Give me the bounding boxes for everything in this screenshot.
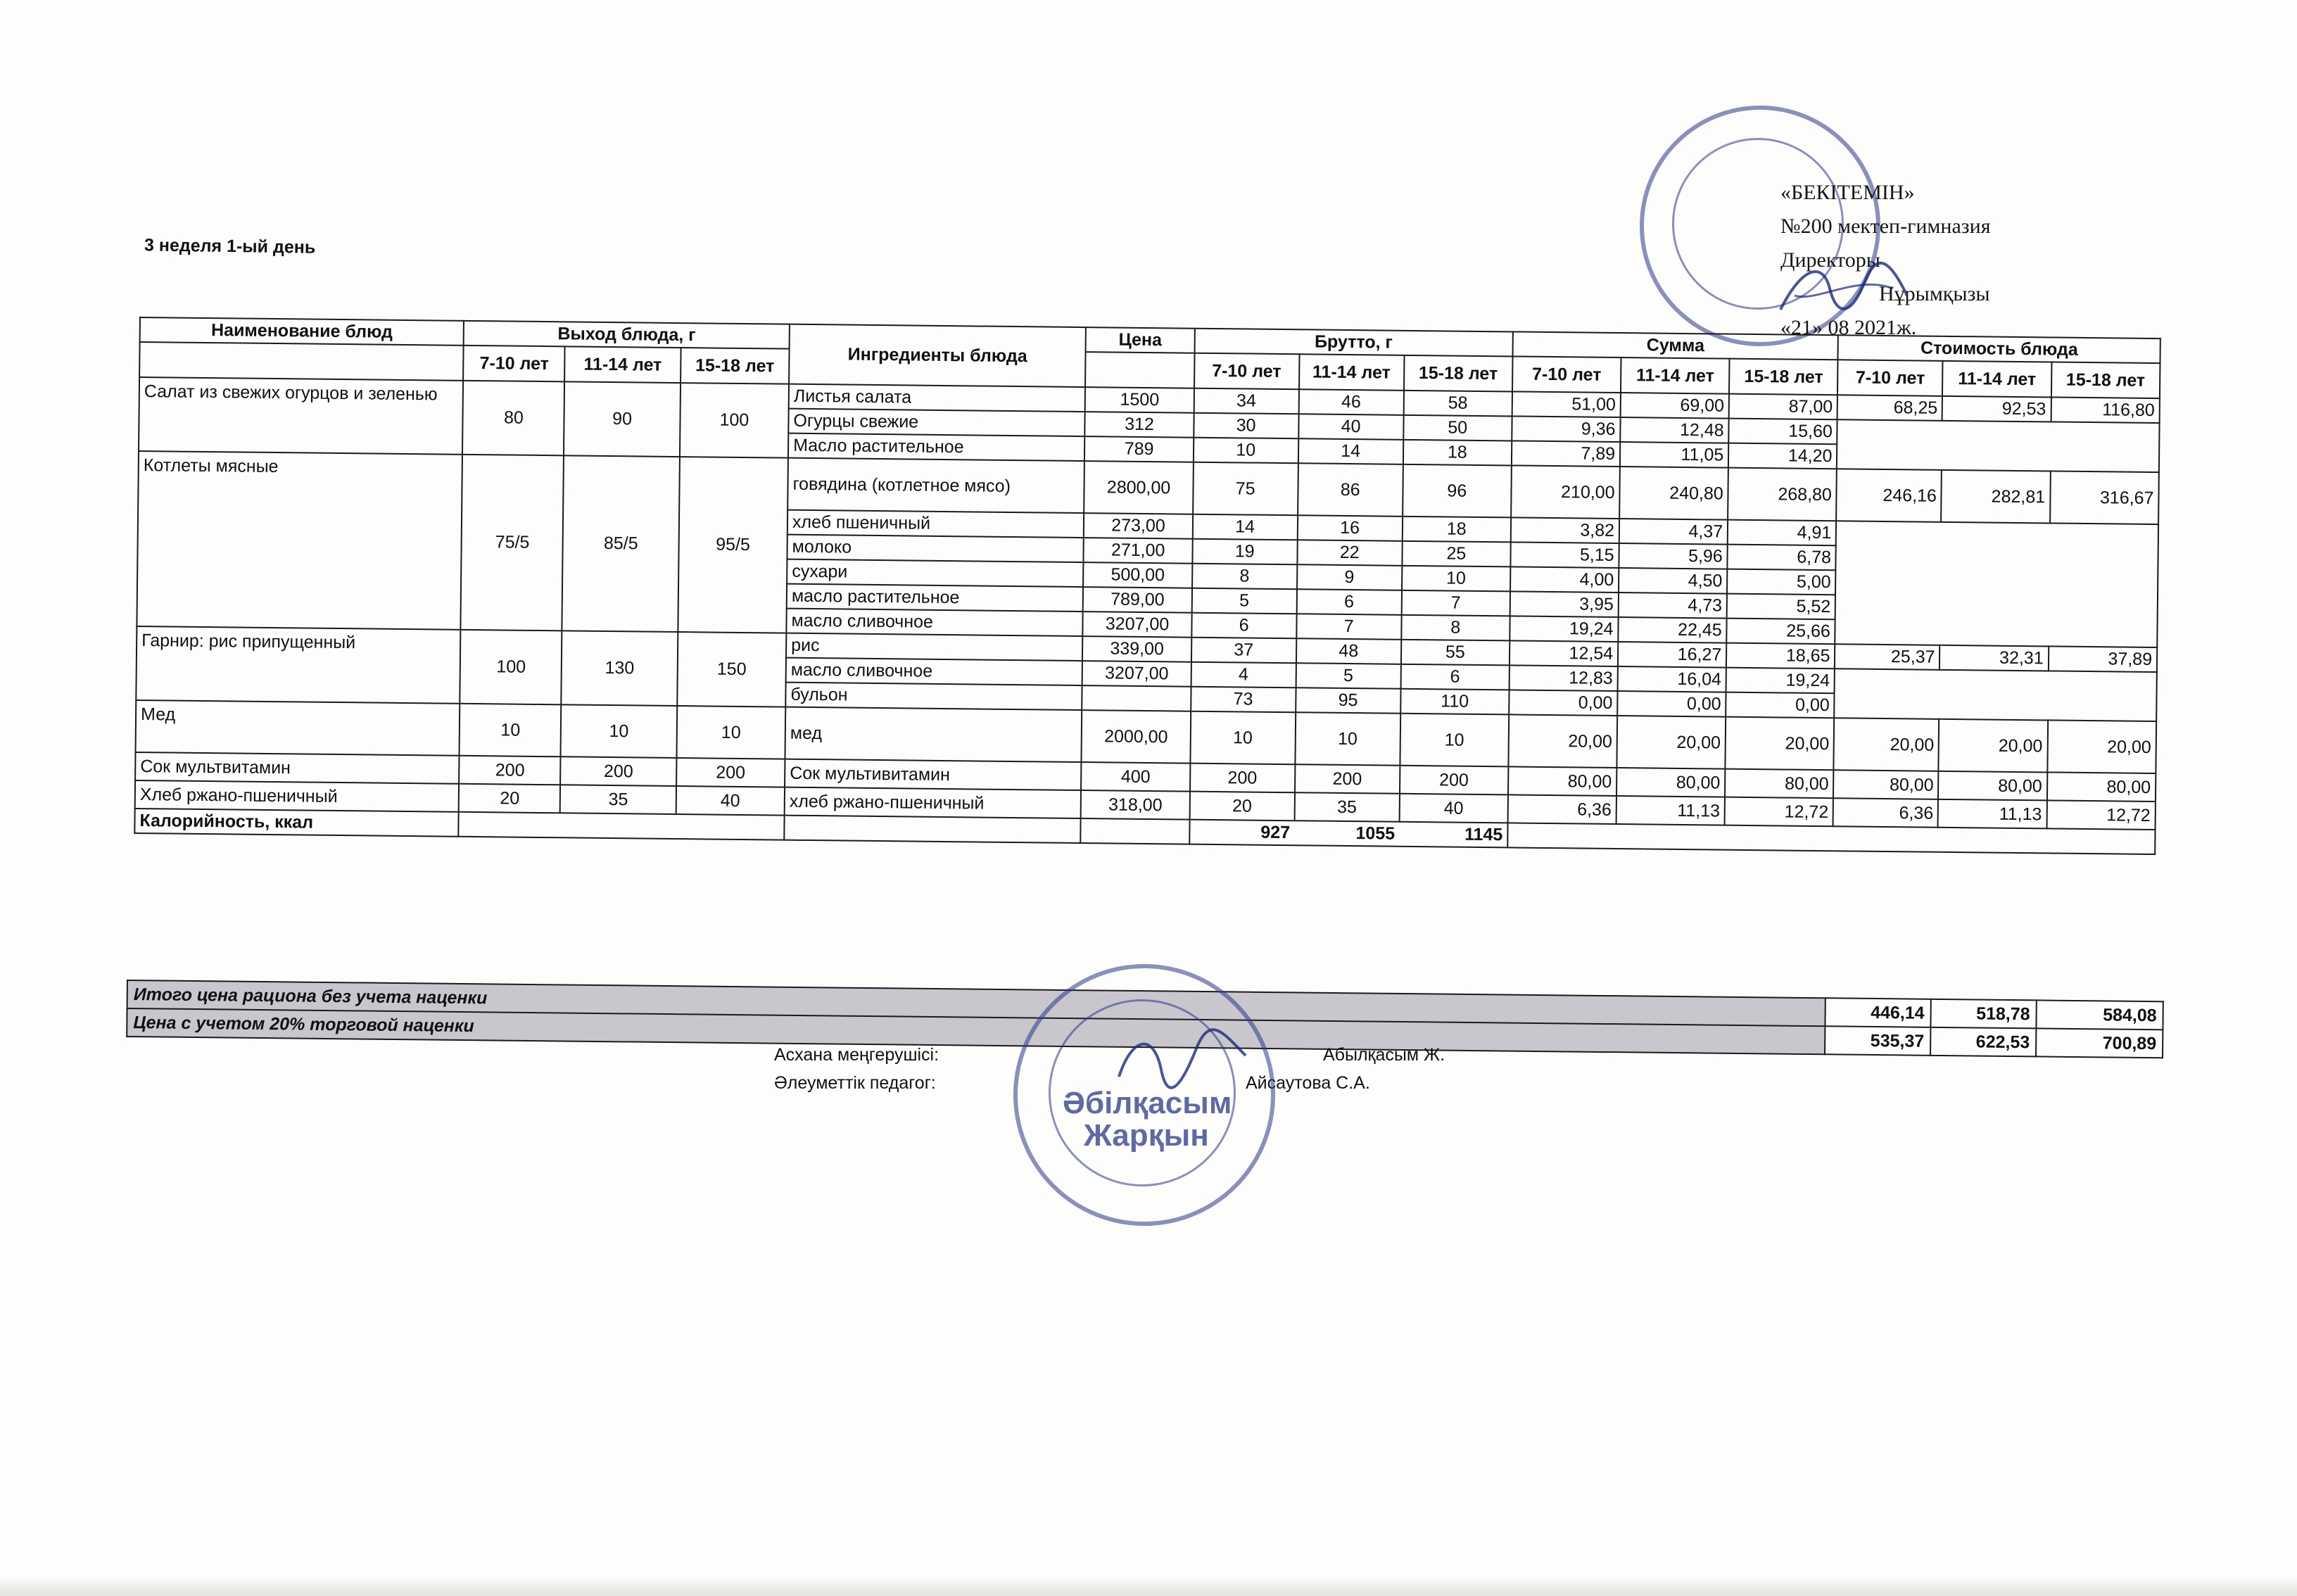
dish-cost-age-1: 68,25 <box>1837 395 1942 421</box>
ingredient-brutto-age-1: 4 <box>1191 662 1296 688</box>
ingredient-brutto-age-2: 95 <box>1296 688 1400 714</box>
dish-yield-age-1: 10 <box>460 704 562 757</box>
ingredient-name: бульон <box>785 683 1082 710</box>
ingredient-price: 3207,00 <box>1083 612 1192 638</box>
header-dish-name: Наименование блюд <box>140 317 464 346</box>
ingredient-sum-age-2: 80,00 <box>1616 768 1726 797</box>
ingredient-sum-age-1: 20,00 <box>1508 714 1617 768</box>
header-yield-age-2: 11-14 лет <box>564 346 681 383</box>
dish-cost-age-1: 20,00 <box>1834 718 1940 771</box>
total-with-markup-age-1: 535,37 <box>1825 1026 1930 1056</box>
ingredient-brutto-age-1: 6 <box>1191 613 1296 639</box>
stamp-name-line-1: Әбілқасым <box>1063 1086 1232 1120</box>
header-sum-age-1: 7-10 лет <box>1512 356 1621 393</box>
ingredient-price: 271,00 <box>1084 538 1193 564</box>
header-yield-age-1: 7-10 лет <box>464 346 565 382</box>
dish-cost-age-2: 11,13 <box>1938 799 2047 829</box>
dish-yield-age-3: 150 <box>677 632 786 707</box>
dish-yield-age-3: 10 <box>676 706 785 759</box>
ingredient-name: масло растительное <box>787 584 1084 612</box>
ingredient-price: 400 <box>1081 762 1190 792</box>
dish-yield-age-3: 100 <box>680 383 789 458</box>
dish-cost-age-1: 80,00 <box>1833 770 1938 799</box>
ingredient-brutto-age-2: 200 <box>1295 764 1400 794</box>
dish-cost-age-1: 6,36 <box>1833 798 1938 828</box>
director-signature-icon <box>1773 253 1914 331</box>
ingredient-name: мед <box>785 707 1082 762</box>
menu-table <box>134 317 2161 855</box>
ingredient-sum-age-3: 87,00 <box>1729 394 1838 420</box>
ingredient-name: сухари <box>787 559 1084 587</box>
ingredient-brutto-age-2: 40 <box>1298 414 1403 440</box>
ingredient-brutto-age-3: 58 <box>1403 391 1512 417</box>
ingredient-sum-age-1: 80,00 <box>1508 766 1617 796</box>
ingredient-brutto-age-3: 6 <box>1400 664 1510 690</box>
ingredient-sum-age-1: 9,36 <box>1512 416 1621 442</box>
stamp-name-text <box>1063 1087 1232 1152</box>
ingredient-name: Огурцы свежие <box>788 409 1085 436</box>
ingredient-name: говядина (котлетное мясо) <box>787 458 1084 513</box>
approval-line-3: Директоры <box>1780 248 1880 272</box>
ingredient-brutto-age-2: 9 <box>1297 564 1402 590</box>
ingredient-sum-age-2: 11,05 <box>1620 442 1729 468</box>
ingredient-brutto-age-3: 50 <box>1403 415 1512 441</box>
dish-cost-age-3: 316,67 <box>2050 471 2159 524</box>
dish-yield-age-2: 200 <box>560 756 676 786</box>
ingredient-price: 2800,00 <box>1084 461 1194 514</box>
header-price: Цена <box>1086 327 1195 353</box>
dish-cost-age-2: 282,81 <box>1942 470 2051 524</box>
dish-name: Гарнир: рис припущенный <box>136 626 461 704</box>
ingredient-brutto-age-2: 7 <box>1296 614 1401 640</box>
ingredient-sum-age-2: 20,00 <box>1616 716 1726 769</box>
ingredient-sum-age-1: 12,83 <box>1509 665 1618 691</box>
ingredient-price: 339,00 <box>1082 636 1191 662</box>
ingredient-sum-age-1: 19,24 <box>1510 616 1619 642</box>
ingredient-brutto-age-1: 10 <box>1194 438 1298 464</box>
dish-name: Хлеб ржано-пшеничный <box>135 780 460 812</box>
ingredient-sum-age-2: 4,37 <box>1619 519 1728 545</box>
dish-cost-age-2: 32,31 <box>1940 645 2049 671</box>
dish-cost-age-3: 12,72 <box>2046 800 2156 830</box>
header-sum-age-3: 15-18 лет <box>1729 359 1838 395</box>
dish-yield-age-3: 40 <box>676 786 785 816</box>
ingredient-brutto-age-3: 18 <box>1402 517 1511 543</box>
ingredient-brutto-age-2: 46 <box>1298 389 1403 415</box>
ingredient-sum-age-1: 6,36 <box>1507 794 1616 824</box>
ingredient-brutto-age-1: 5 <box>1191 588 1296 614</box>
ingredient-price: 789,00 <box>1083 587 1192 613</box>
ingredient-sum-age-3: 268,80 <box>1728 468 1837 521</box>
ingredient-sum-age-2: 16,04 <box>1618 666 1727 692</box>
ingredient-sum-age-1: 0,00 <box>1509 690 1618 716</box>
header-cost: Стоимость блюда <box>1838 335 2160 363</box>
ingredient-brutto-age-3: 55 <box>1401 640 1510 666</box>
ingredient-brutto-age-3: 200 <box>1400 766 1509 795</box>
ingredient-brutto-age-1: 34 <box>1194 388 1298 414</box>
ingredient-sum-age-1: 210,00 <box>1511 465 1620 519</box>
stamp-name-line-2: Жарқын <box>1084 1118 1209 1153</box>
dish-cost-age-1: 25,37 <box>1835 644 1940 670</box>
dish-name: Сок мультвитамин <box>135 752 460 784</box>
ingredient-name: Листья салата <box>789 384 1086 412</box>
header-cost-age-2: 11-14 лет <box>1942 361 2051 398</box>
header-yield: Выход блюда, г <box>464 321 790 349</box>
dish-cost-age-3: 116,80 <box>2051 397 2160 423</box>
dish-cost-blank <box>1835 669 2157 721</box>
ingredient-brutto-age-1: 20 <box>1189 792 1294 821</box>
document-title: 3 неделя 1-ый день <box>144 235 316 258</box>
dish-cost-age-2: 80,00 <box>1938 771 2047 801</box>
ingredient-brutto-age-1: 30 <box>1194 413 1298 439</box>
dish-cost-age-3: 20,00 <box>2047 720 2156 773</box>
cook-signature-icon <box>1112 1027 1253 1091</box>
dish-cost-age-3: 80,00 <box>2047 772 2156 802</box>
ingredient-brutto-age-3: 7 <box>1401 590 1510 616</box>
header-sum-age-2: 11-14 лет <box>1621 357 1730 394</box>
ingredient-price: 318,00 <box>1081 790 1190 820</box>
header-price-blank <box>1085 352 1194 388</box>
ingredient-sum-age-2: 5,96 <box>1619 543 1728 569</box>
ingredient-name: молоко <box>787 535 1084 562</box>
calories-blank-2 <box>784 816 1081 843</box>
ingredient-sum-age-3: 80,00 <box>1725 769 1834 799</box>
dish-name: Мед <box>136 700 460 756</box>
ingredient-sum-age-3: 0,00 <box>1726 692 1835 718</box>
ingredient-brutto-age-3: 25 <box>1402 541 1511 567</box>
ingredient-brutto-age-2: 10 <box>1295 712 1400 766</box>
dish-cost-age-2: 20,00 <box>1939 719 2048 773</box>
header-ingredients: Ингредиенты блюда <box>789 324 1086 387</box>
ingredient-sum-age-2: 12,48 <box>1620 417 1729 443</box>
total-without-markup-age-1: 446,14 <box>1825 998 1930 1027</box>
ingredient-sum-age-2: 4,50 <box>1619 568 1728 594</box>
calories-age-3: 1145 <box>1399 822 1508 848</box>
approval-line-1: «БЕКІТЕМІН» <box>1780 181 1915 204</box>
ingredient-sum-age-3: 4,91 <box>1728 520 1837 546</box>
dish-yield-age-2: 90 <box>564 381 681 457</box>
ingredient-brutto-age-1: 37 <box>1191 638 1296 664</box>
signature-name-cook: Абылқасым Ж. <box>1323 1045 1445 1065</box>
ingredient-brutto-age-2: 35 <box>1294 792 1399 822</box>
ingredient-sum-age-3: 12,72 <box>1725 797 1834 827</box>
ingredient-sum-age-3: 5,00 <box>1727 569 1836 595</box>
ingredient-brutto-age-1: 19 <box>1192 539 1297 565</box>
ingredient-price: 312 <box>1085 412 1194 438</box>
ingredient-brutto-age-2: 14 <box>1298 438 1403 464</box>
header-yield-age-3: 15-18 лет <box>681 348 790 384</box>
ingredient-brutto-age-2: 48 <box>1296 638 1401 664</box>
approval-line-5: «21» 08 2021ж. <box>1780 316 1917 339</box>
calories-blank-1 <box>459 812 785 840</box>
approval-line-4: Нұрымқызы <box>1879 282 1990 305</box>
ingredient-brutto-age-3: 10 <box>1402 566 1511 592</box>
ingredient-sum-age-3: 15,60 <box>1728 419 1837 445</box>
calories-label: Калорийность, ккал <box>134 809 459 837</box>
ingredient-sum-age-3: 14,20 <box>1728 443 1837 469</box>
total-with-markup-label: Цена с учетом 20% торговой наценки <box>127 1008 1825 1054</box>
dish-yield-age-3: 200 <box>676 758 785 787</box>
dish-yield-age-1: 75/5 <box>461 455 564 631</box>
page-bottom-shadow <box>0 1576 2297 1596</box>
ingredient-brutto-age-1: 200 <box>1190 764 1295 793</box>
ingredient-price: 273,00 <box>1084 513 1193 539</box>
ingredient-price: 2000,00 <box>1082 710 1191 764</box>
ingredient-sum-age-2: 69,00 <box>1621 393 1730 419</box>
total-with-markup-age-2: 622,53 <box>1930 1027 2036 1057</box>
ingredient-brutto-age-1: 73 <box>1191 687 1296 713</box>
ingredient-price: 500,00 <box>1084 562 1193 588</box>
ingredient-sum-age-1: 3,82 <box>1511 517 1620 543</box>
dish-yield-age-3: 95/5 <box>678 457 788 633</box>
ingredient-sum-age-2: 16,27 <box>1618 642 1727 668</box>
header-sum: Сумма <box>1512 331 1838 360</box>
total-with-markup-age-3: 700,89 <box>2036 1028 2163 1058</box>
calories-age-2: 1055 <box>1294 821 1399 847</box>
ingredient-sum-age-2: 11,13 <box>1616 796 1726 825</box>
menu-body <box>135 377 2160 830</box>
dish-name: Котлеты мясные <box>137 451 462 630</box>
ingredient-sum-age-3: 20,00 <box>1726 717 1835 771</box>
ingredient-sum-age-3: 19,24 <box>1726 668 1835 694</box>
ingredient-price: 1500 <box>1085 387 1194 413</box>
header-cost-age-3: 15-18 лет <box>2051 362 2160 398</box>
dish-yield-age-1: 20 <box>459 784 560 813</box>
ingredient-sum-age-3: 25,66 <box>1727 619 1836 645</box>
ingredient-brutto-age-3: 96 <box>1403 464 1512 518</box>
header-brutto-age-2: 11-14 лет <box>1299 354 1405 391</box>
calories-age-1: 927 <box>1189 820 1294 846</box>
ingredient-name: масло сливочное <box>786 658 1083 685</box>
ingredient-brutto-age-1: 10 <box>1190 711 1296 765</box>
ingredient-name: хлеб ржано-пшеничный <box>785 787 1082 818</box>
ingredient-brutto-age-2: 22 <box>1297 540 1402 566</box>
ingredient-brutto-age-2: 16 <box>1297 515 1402 541</box>
ingredient-price <box>1082 685 1191 711</box>
ingredient-sum-age-2: 4,73 <box>1619 593 1728 619</box>
ingredient-sum-age-1: 7,89 <box>1512 441 1621 467</box>
ingredient-brutto-age-2: 6 <box>1296 589 1401 615</box>
dish-yield-age-2: 35 <box>560 785 676 814</box>
ingredient-brutto-age-1: 14 <box>1192 514 1297 540</box>
ingredient-sum-age-1: 3,95 <box>1510 591 1619 617</box>
ingredient-name: масло сливочное <box>786 609 1083 636</box>
dish-yield-age-2: 10 <box>561 704 677 758</box>
ingredient-sum-age-3: 6,78 <box>1728 545 1837 571</box>
dish-name: Салат из свежих огурцов и зеленью <box>139 377 464 455</box>
ingredient-price: 3207,00 <box>1082 661 1191 687</box>
ingredient-brutto-age-1: 75 <box>1193 462 1298 516</box>
ingredient-brutto-age-1: 8 <box>1192 564 1297 590</box>
dish-yield-age-1: 100 <box>460 630 562 705</box>
ingredient-brutto-age-3: 110 <box>1400 689 1510 715</box>
ingredient-sum-age-2: 0,00 <box>1617 691 1726 717</box>
ingredient-brutto-age-2: 86 <box>1298 463 1403 517</box>
total-without-markup-age-2: 518,78 <box>1930 999 2036 1029</box>
ingredient-sum-age-2: 22,45 <box>1618 617 1727 643</box>
dish-cost-age-3: 37,89 <box>2049 646 2158 672</box>
ingredient-brutto-age-3: 8 <box>1401 615 1510 641</box>
signature-role-cook: Асхана меңгерушісі: <box>774 1045 939 1065</box>
ingredient-price: 789 <box>1084 436 1194 462</box>
ingredient-name: хлеб пшеничный <box>787 510 1084 538</box>
ingredient-brutto-age-2: 5 <box>1296 663 1400 689</box>
calories-blank-3 <box>1081 818 1190 844</box>
ingredient-name: Масло растительное <box>788 433 1085 461</box>
ingredient-sum-age-1: 5,15 <box>1510 542 1619 568</box>
dish-yield-age-1: 80 <box>462 381 564 456</box>
header-blank <box>139 342 464 381</box>
ingredient-sum-age-1: 4,00 <box>1510 566 1619 593</box>
dish-cost-blank <box>1835 521 2158 647</box>
ingredient-brutto-age-3: 10 <box>1400 714 1509 767</box>
ingredient-sum-age-2: 240,80 <box>1619 467 1728 520</box>
dish-yield-age-1: 200 <box>460 756 561 785</box>
ingredient-brutto-age-3: 40 <box>1399 794 1508 823</box>
header-brutto-age-3: 15-18 лет <box>1404 355 1513 392</box>
dish-cost-age-2: 92,53 <box>1942 396 2051 422</box>
total-without-markup-age-3: 584,08 <box>2036 1000 2163 1030</box>
header-cost-age-1: 7-10 лет <box>1837 360 1943 396</box>
ingredient-sum-age-1: 12,54 <box>1510 640 1619 666</box>
dish-cost-blank <box>1837 419 2159 472</box>
ingredient-sum-age-1: 51,00 <box>1512 391 1621 417</box>
header-brutto: Брутто, г <box>1194 329 1513 357</box>
ingredient-sum-age-3: 5,52 <box>1727 594 1836 620</box>
dish-cost-age-1: 246,16 <box>1837 469 1942 522</box>
signature-name-pedagogue: Айсаутова С.А. <box>1246 1073 1370 1093</box>
approval-line-2: №200 мектеп-гимназия <box>1780 215 1991 238</box>
header-brutto-age-1: 7-10 лет <box>1194 353 1300 390</box>
ingredient-name: рис <box>786 633 1083 661</box>
ingredient-sum-age-3: 18,65 <box>1726 643 1835 669</box>
dish-yield-age-2: 130 <box>562 631 678 706</box>
total-without-markup-label: Итого цена рациона без учета наценки <box>127 980 1825 1026</box>
ingredient-name: Сок мультивитамин <box>785 759 1082 790</box>
dish-yield-age-2: 85/5 <box>562 455 680 632</box>
signature-role-pedagogue: Әлеуметтік педагог: <box>774 1073 936 1093</box>
ingredient-brutto-age-3: 18 <box>1403 440 1512 466</box>
